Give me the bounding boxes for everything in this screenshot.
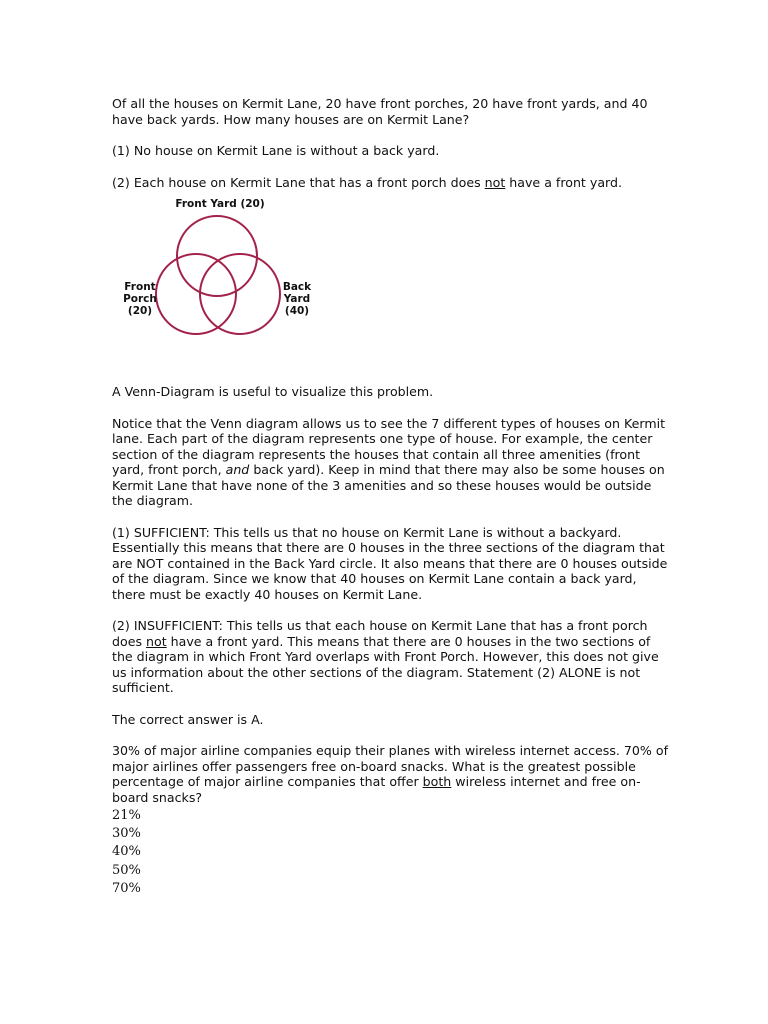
front-porch-circle <box>156 254 236 334</box>
explanation-statement1: (1) SUFFICIENT: This tells us that no house on Kermit Lane is without a backyard. Essentially this means that there are 0 houses in the three sections of the diagram that are NOT contained in the Back Yard circle. It also means that there are 0 houses outside of the diagram. Since we know that 40 houses on Kermit Lane contain a back yard, there must be exactly 40 houses on Kermit Lane. <box>112 524 668 602</box>
explanation-notice <box>112 416 672 509</box>
problem1-statement2 <box>112 175 672 191</box>
notice-italic: and <box>225 462 250 477</box>
back-yard-label-line2: Yard <box>283 293 311 305</box>
front-porch-label <box>116 281 164 317</box>
answer-choice: 40% <box>112 844 141 860</box>
notice-text-pre: Notice that the Venn diagram allows us to see the 7 different types of houses on Kermit lane. Each part of the diagram represents one type of house. For example, the center section of the diagram represents the houses that contain all three amenities (front yard, front porch, <box>112 415 666 477</box>
problem1-statement1: (1) No house on Kermit Lane is without a back yard. <box>112 143 440 158</box>
notice-text-post: back yard). Keep in mind that there may also be some houses on Kermit Lane that have none of the 3 amenities and so these houses would be outside the diagram. <box>112 462 665 508</box>
problem2-text-pre: 30% of major airline companies equip their planes with wireless internet access. 70% of major airlines offer passengers free on-board snacks. What is the greatest possible percentage of major airline companies that offer <box>112 743 669 789</box>
s2-text-post: have a front yard. This means that there are 0 houses in the two sections of the diagram in which Front Yard overlaps with Front Porch. However, this does not give us information about the other sections of the diagram. Statement (2) ALONE is not sufficient. <box>112 633 659 695</box>
document-page <box>112 96 672 898</box>
answer-choice: 30% <box>112 826 141 842</box>
front-porch-label-line2: Porch <box>123 293 157 305</box>
front-yard-circle <box>177 216 257 296</box>
statement2-underlined: not <box>484 174 506 190</box>
problem2-underlined: both <box>422 774 452 789</box>
s2-text-pre: (2) INSUFFICIENT: This tells us that each house on Kermit Lane that has a front porch does <box>112 618 648 649</box>
back-yard-label-line1: Back <box>282 281 312 293</box>
back-yard-circle <box>200 254 280 334</box>
correct-answer: The correct answer is A. <box>112 711 264 727</box>
back-yard-label <box>276 281 318 317</box>
back-yard-label-line3: (40) <box>284 305 310 317</box>
s2-underlined: not <box>146 633 167 649</box>
front-yard-label: Front Yard (20) <box>175 198 265 210</box>
statement2-text-post: have a front yard. <box>505 174 622 190</box>
answer-choice: 70% <box>112 880 141 896</box>
explanation-statement2 <box>112 618 672 696</box>
venn-circles <box>112 194 672 384</box>
front-porch-label-line1: Front <box>124 281 156 293</box>
venn-diagram <box>112 194 672 384</box>
answer-choices <box>112 807 672 898</box>
answer-choice: 21% <box>112 808 141 823</box>
problem2-question <box>112 743 672 805</box>
front-porch-label-line3: (20) <box>127 305 153 317</box>
problem2-text-post: wireless internet and free on-board snacks? <box>112 774 641 805</box>
statement2-text-pre: (2) Each house on Kermit Lane that has a front porch does <box>112 174 485 190</box>
answer-choice: 50% <box>112 862 141 878</box>
problem1-question: Of all the houses on Kermit Lane, 20 have front porches, 20 have front yards, and 40 have back yards. How many houses are on Kermit Lane? <box>112 96 648 127</box>
explanation-intro: A Venn-Diagram is useful to visualize this problem. <box>112 384 434 399</box>
